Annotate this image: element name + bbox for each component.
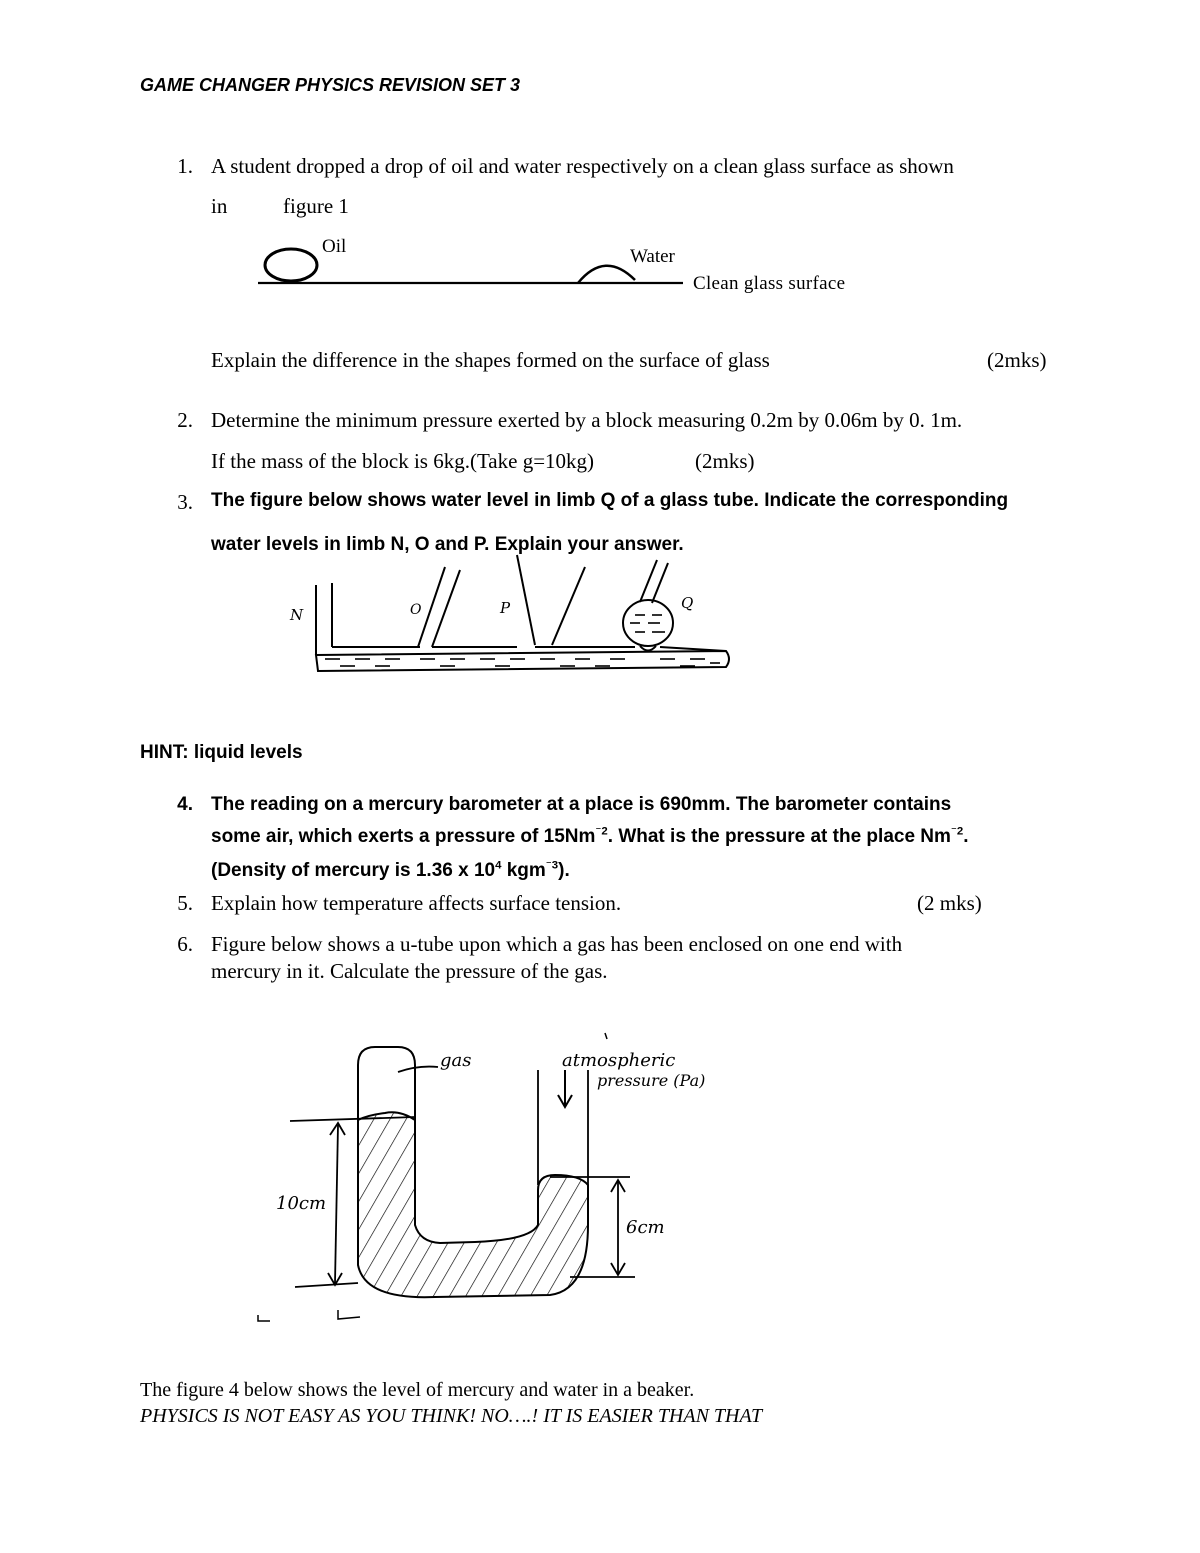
water-label: Water: [630, 246, 675, 267]
question-1-prompt: Explain the difference in the shapes formed on the surface of glass: [211, 348, 770, 372]
question-5-text: Explain how temperature affects surface tension.: [211, 891, 622, 915]
figure-connected-limbs: [280, 555, 740, 680]
oil-drop: [265, 249, 317, 281]
oil-label: Oil: [322, 236, 347, 257]
page-title: GAME CHANGER PHYSICS REVISION SET 3: [140, 75, 521, 95]
hint-text: HINT: liquid levels: [140, 742, 303, 763]
question-6-text-line2: mercury in it. Calculate the pressure of the gas.: [211, 959, 608, 983]
question-1-number: 1.: [177, 154, 193, 178]
question-1-text-line1: A student dropped a drop of oil and water respectively on a clean glass surface as shown: [211, 154, 954, 178]
u-tube-outline: [358, 1047, 415, 1120]
question-1-marks: (2mks): [987, 348, 1047, 372]
question-2-marks: (2mks): [695, 449, 755, 473]
question-3-text-line1: The figure below shows water level in limb Q of a glass tube. Indicate the corresponding: [211, 490, 1009, 511]
question-2-text-line2: If the mass of the block is 6kg.(Take g=10kg): [211, 449, 595, 473]
mercury-fill: [358, 1112, 588, 1297]
gas-label: gas: [440, 1050, 472, 1071]
question-3-number: 3.: [177, 490, 193, 514]
left-height-label: 10cm: [276, 1193, 327, 1214]
question-6-number: 6.: [177, 932, 193, 956]
question-3-text-line2: water levels in limb N, O and P. Explain your answer.: [211, 534, 684, 555]
question-2-text-line1: Determine the minimum pressure exerted by a block measuring 0.2m by 0.06m by 0. 1m.: [211, 408, 963, 432]
atmospheric-label: atmospheric: [562, 1050, 676, 1071]
question-4-number: 4.: [177, 794, 193, 815]
limb-label-q: Q: [681, 594, 694, 612]
limb-base-tube: [316, 651, 729, 671]
right-height-label: 6cm: [626, 1217, 665, 1238]
glass-surface-label: Clean glass surface: [693, 273, 846, 294]
footer-figure-4-text: The figure 4 below shows the level of mercury and water in a beaker.: [140, 1379, 695, 1401]
water-drop: [578, 266, 635, 283]
question-5-number: 5.: [177, 891, 193, 915]
question-4-text-line1: The reading on a mercury barometer at a place is 690mm. The barometer contains: [211, 794, 952, 815]
question-4-text-line2: some air, which exerts a pressure of $15Nm^{^-2}$. What is the pressure at the place $Nm^{^-2}$.: [211, 825, 969, 847]
question-1-text-in: in: [211, 194, 228, 218]
pressure-label: pressure (Pa): [597, 1071, 706, 1090]
limb-label-p: P: [500, 599, 511, 617]
question-5-marks: (2 mks): [917, 891, 982, 915]
question-2-number: 2.: [177, 408, 193, 432]
limb-label-n: N: [290, 606, 304, 624]
limb-label-o: O: [410, 602, 422, 618]
footer-slogan: PHYSICS IS NOT EASY AS YOU THINK! NO….! IT IS EASIER THAN THAT: [140, 1405, 763, 1427]
question-4-text-line3: (Density of mercury is 1.36 x $10^4$ kgm$^{^-3}$).: [211, 859, 570, 881]
question-6-text-line1: Figure below shows a u-tube upon which a gas has been enclosed on one end with: [211, 932, 903, 956]
question-1-figure-ref: figure 1: [283, 194, 349, 218]
